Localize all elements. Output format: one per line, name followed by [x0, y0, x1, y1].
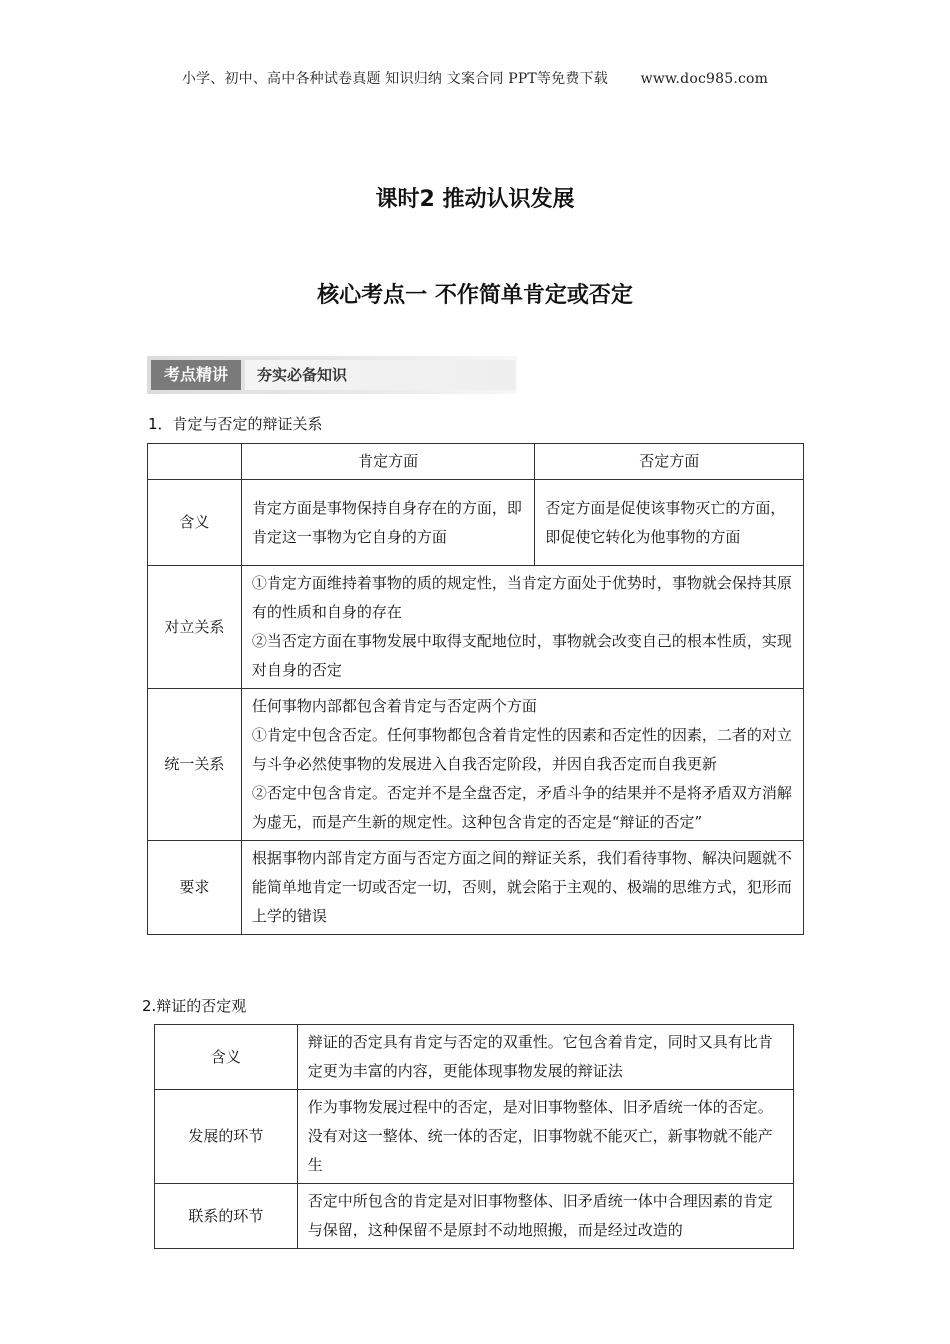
table-header-row — [148, 444, 804, 480]
banner-text: 夯实必备知识 — [245, 360, 515, 390]
meaning-affirm-cell: 肯定方面是事物保持自身存在的方面，即肯定这一事物为它自身的方面 — [241, 480, 535, 566]
table-row — [148, 480, 804, 566]
dialectical-negation-table — [154, 1024, 794, 1249]
table-row — [148, 841, 804, 935]
lesson-title: 课时2 推动认识发展 — [375, 187, 575, 212]
page-header — [0, 68, 950, 88]
section1-heading: 1．肯定与否定的辩证关系 — [148, 415, 323, 433]
unity-line: ①肯定中包含否定。任何事物都包含着肯定性的因素和否定性的因素，二者的对立与斗争必然使事物的发展进入自我否定阶段，并因自我否定而自我更新 — [251, 726, 792, 773]
affirm-negate-table — [147, 443, 804, 935]
col-header-affirm: 肯定方面 — [241, 444, 535, 480]
opposition-line: ②当否定方面在事物发展中取得支配地位时，事物就会改变自己的根本性质，实现对自身的否定 — [251, 632, 792, 679]
section-banner — [147, 356, 517, 394]
table-row — [148, 689, 804, 841]
row-content: 辩证的否定具有肯定与否定的双重性。它包含着肯定，同时又具有比肯定更为丰富的内容，更能体现事物发展的辩证法 — [297, 1025, 793, 1090]
table-corner-cell — [148, 444, 242, 480]
table-row — [155, 1025, 794, 1090]
table-row — [155, 1184, 794, 1249]
row-label-unity: 统一关系 — [148, 689, 242, 841]
row-content: 否定中所包含的肯定是对旧事物整体、旧矛盾统一体中合理因素的肯定与保留，这种保留不是原封不动地照搬，而是经过改造的 — [297, 1184, 793, 1249]
requirement-cell: 根据事物内部肯定方面与否定方面之间的辩证关系，我们看待事物、解决问题就不能简单地肯定一切或否定一切，否则，就会陷于主观的、极端的思维方式，犯形而上学的错误 — [241, 841, 803, 935]
table-row — [148, 566, 804, 689]
header-text: 小学、初中、高中各种试卷真题 知识归纳 文案合同 PPT等免费下载 — [181, 71, 608, 87]
opposition-cell — [241, 566, 803, 689]
banner-tag: 考点精讲 — [151, 360, 241, 390]
row-label-requirement: 要求 — [148, 841, 242, 935]
unity-cell — [241, 689, 803, 841]
meaning-negate-cell: 否定方面是促使该事物灭亡的方面，即促使它转化为他事物的方面 — [535, 480, 804, 566]
row-label-opposition: 对立关系 — [148, 566, 242, 689]
core-point-title: 核心考点一 不作简单肯定或否定 — [317, 283, 633, 308]
col-header-negate: 否定方面 — [535, 444, 804, 480]
row-label: 含义 — [155, 1025, 298, 1090]
row-content: 作为事物发展过程中的否定，是对旧事物整体、旧矛盾统一体的否定。没有对这一整体、统一体的否定，旧事物就不能灭亡，新事物就不能产生 — [297, 1090, 793, 1184]
row-label: 发展的环节 — [155, 1090, 298, 1184]
section2-heading: 2.辩证的否定观 — [142, 997, 247, 1015]
table-row — [155, 1090, 794, 1184]
header-website: www.doc985.com — [640, 71, 769, 87]
unity-line: 任何事物内部都包含着肯定与否定两个方面 — [251, 697, 537, 715]
row-label-meaning: 含义 — [148, 480, 242, 566]
row-label: 联系的环节 — [155, 1184, 298, 1249]
unity-line: ②否定中包含肯定。否定并不是全盘否定，矛盾斗争的结果并不是将矛盾双方消解为虚无，而是产生新的规定性。这种包含肯定的否定是“辩证的否定” — [251, 784, 792, 831]
opposition-line: ①肯定方面维持着事物的质的规定性，当肯定方面处于优势时，事物就会保持其原有的性质和自身的存在 — [251, 574, 792, 621]
